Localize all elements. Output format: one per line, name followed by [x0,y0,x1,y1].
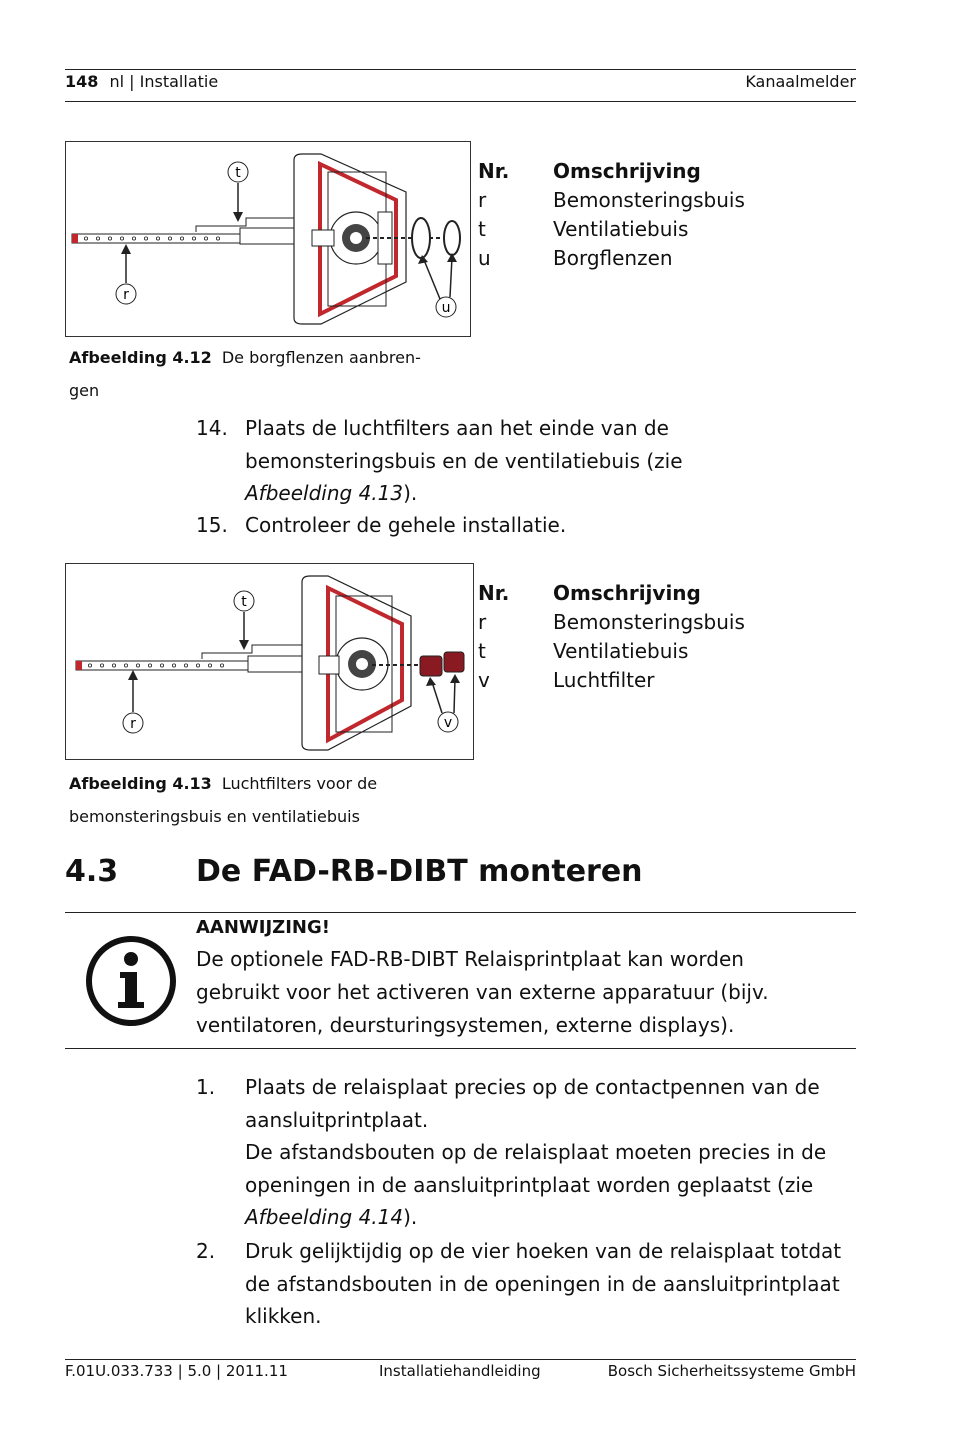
notice-line: ventilatoren, deursturingsystemen, externe displays). [196,1013,735,1037]
figure-reference-link[interactable]: Afbeelding 4.13 [245,481,404,505]
legend-head-nr: Nr. [478,159,510,183]
step-text: De afstandsbouten op de relaisplaat moeten precies in de [245,1140,827,1164]
step-text: Druk gelijktijdig op de vier hoeken van de relaisplaat totdat [245,1239,842,1263]
section-path: nl | Installatie [109,72,219,91]
header-bottom-rule [65,101,856,102]
step-text: aansluitprintplaat. [245,1107,429,1132]
legend-nr: r [478,610,487,634]
legend-head-nr: Nr. [478,581,510,605]
notice-line: gebruikt voor het activeren van externe apparatuur (bijv. [196,980,769,1004]
notice-title: AANWIJZING! [196,917,330,938]
legend-nr: t [478,217,486,241]
legend-desc: Bemonsteringsbuis [553,610,745,634]
step-number: 15. [196,513,228,537]
caption-text-continued: bemonsteringsbuis en ventilatiebuis [69,807,360,826]
legend-desc: Ventilatiebuis [553,217,689,241]
figure-4-12-legend [478,157,745,273]
legend-nr: v [478,668,490,692]
step-text: Plaats de luchtfilters aan het einde van de [245,416,669,440]
notice-bottom-rule [65,1048,856,1049]
caption-label: Afbeelding 4.13 [69,774,212,793]
step-2 [196,1235,856,1335]
step-text: ). [403,1205,418,1229]
step-text: openingen in de aansluitprintplaat worden geplaatst (zie [245,1172,814,1197]
caption-text: De borgflenzen aanbren- [221,348,421,367]
notice-body [196,943,856,1042]
legend-head-desc: Omschrijving [553,159,701,183]
document-title: Kanaalmelder [745,72,856,91]
figure-4-12-illustration [65,141,471,337]
callout-r: r [130,716,136,732]
legend-head-desc: Omschrijving [553,581,701,605]
step-text: Controleer de gehele installatie. [245,513,567,537]
section-number: 4.3 [65,854,119,889]
callout-u: u [441,300,451,316]
notice-line: De optionele FAD-RB-DIBT Relaisprintplaat kan worden [196,947,744,971]
page-header [65,72,218,91]
figure-reference-link[interactable]: Afbeelding 4.14 [245,1205,404,1229]
legend-nr: t [478,639,486,663]
caption-label: Afbeelding 4.12 [69,348,212,367]
callout-t: t [235,165,241,181]
caption-text: Luchtfilters voor de [221,774,378,793]
footer-doc-type: Installatiehandleiding [379,1362,541,1380]
figure-4-12-caption [69,341,469,407]
step-number: 14. [196,416,228,440]
callout-v: v [443,715,453,731]
step-1 [196,1071,856,1236]
legend-nr: r [478,188,487,212]
step-number: 2. [196,1239,216,1263]
page-number: 148 [65,72,99,91]
step-14 [196,412,856,510]
footer-company: Bosch Sicherheitssysteme GmbH [607,1362,856,1380]
step-text: Plaats de relaisplaat precies op de contactpennen van de [245,1075,820,1099]
step-text: ). [403,481,418,505]
legend-nr: u [478,246,491,270]
footer-rule [65,1359,856,1360]
step-number: 1. [196,1075,216,1099]
legend-desc: Luchtfilter [553,668,655,692]
figure-4-13-legend [478,579,745,695]
legend-desc: Borgflenzen [553,246,673,270]
header-top-rule [65,69,856,70]
step-15 [196,509,856,542]
step-text: klikken. [245,1304,322,1328]
callout-t: t [241,594,247,610]
step-text: bemonsteringsbuis en de ventilatiebuis (zie [245,448,683,473]
figure-4-13-caption [69,767,469,833]
step-text: de afstandsbouten in de openingen in de aansluitprintplaat [245,1271,840,1296]
caption-text-continued: gen [69,381,100,400]
notice-top-rule [65,912,856,913]
footer-doc-id: F.01U.033.733 | 5.0 | 2011.11 [65,1362,288,1380]
section-title: De FAD-RB-DIBT monteren [196,854,643,889]
legend-desc: Ventilatiebuis [553,639,689,663]
info-icon [84,934,178,1032]
figure-4-13-illustration [65,563,474,760]
legend-desc: Bemonsteringsbuis [553,188,745,212]
callout-r: r [123,287,129,303]
